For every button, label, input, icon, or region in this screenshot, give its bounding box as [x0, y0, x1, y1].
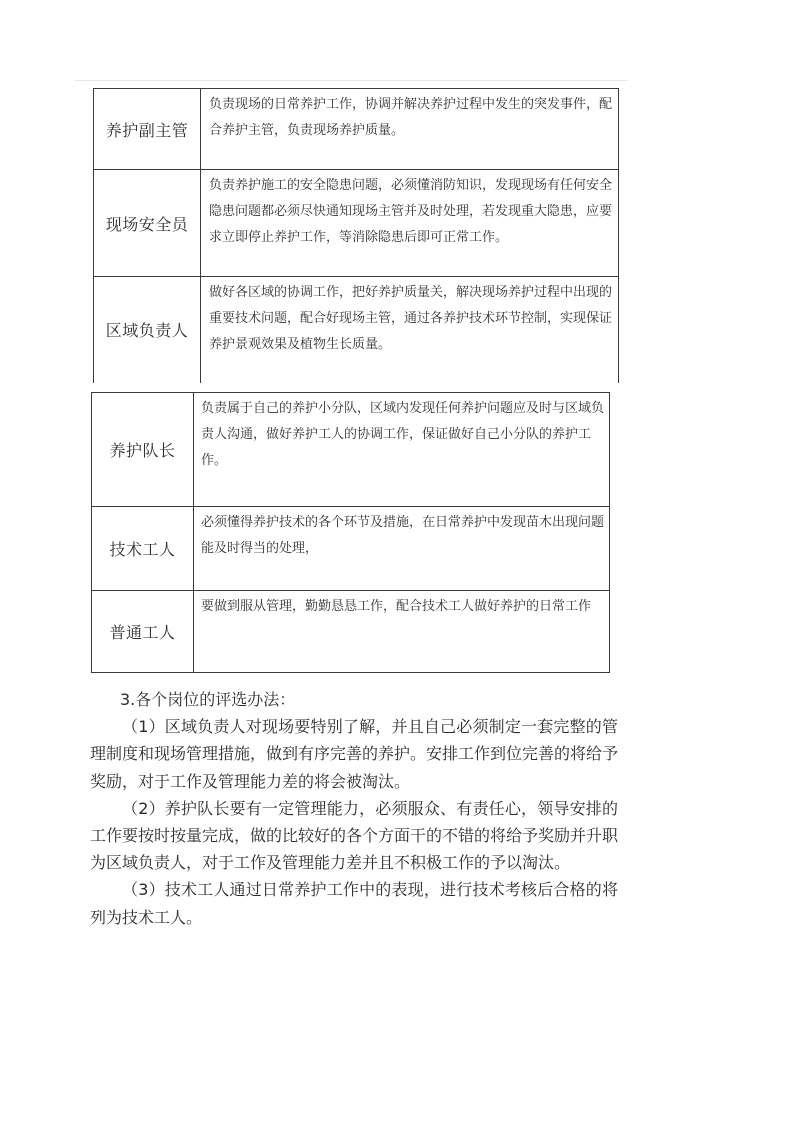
role-cell: 普通工人 — [92, 591, 194, 673]
paragraph: （1）区域负责人对现场要特别了解，并且自己必须制定一套完整的管理制度和现场管理措施，做到有序完善的养护。安排工作到位完善的将给予奖励，对于工作及管理能力差的将会被淘汰。 — [90, 717, 619, 791]
paragraph: （3）技术工人通过日常养护工作中的表现，进行技术考核后合格的将列为技术工人。 — [90, 880, 618, 927]
paragraph: （2）养护队长要有一定管理能力，必须服众、有责任心，领导安排的工作要按时按量完成，做的比较好的各个方面干的不错的将给予奖励并升职为区域负责人，对于工作及管理能力差并且不积极工作的予以淘汰。 — [90, 798, 619, 873]
page-top-rule — [75, 80, 628, 81]
table-row — [92, 507, 610, 591]
role-cell: 技术工人 — [92, 507, 194, 591]
role-cell: 现场安全员 — [94, 170, 201, 277]
roles-table-upper — [93, 88, 619, 383]
table-row — [92, 393, 610, 507]
duty-cell: 必须懂得养护技术的各个环节及措施，在日常养护中发现苗木出现问题能及时得当的处理， — [194, 507, 610, 591]
role-cell: 养护队长 — [92, 393, 194, 507]
role-cell: 区域负责人 — [94, 277, 201, 383]
table-row — [92, 591, 610, 673]
table-row — [94, 89, 619, 170]
duty-cell: 负责现场的日常养护工作，协调并解决养护过程中发生的突发事件，配合养护主管，负责现场养护质量。 — [201, 89, 619, 170]
role-cell: 养护副主管 — [94, 89, 201, 170]
duty-cell: 负责养护施工的安全隐患问题，必须懂消防知识，发现现场有任何安全隐患问题都必须尽快通知现场主管并及时处理，若发现重大隐患，应要求立即停止养护工作，等消除隐患后即可正常工作。 — [201, 170, 619, 277]
duty-cell: 负责属于自己的养护小分队，区域内发现任何养护问题应及时与区域负责人沟通，做好养护工人的协调工作，保证做好自己小分队的养护工作。 — [194, 393, 610, 507]
duty-cell: 要做到服从管理，勤勤恳恳工作，配合技术工人做好养护的日常工作 — [194, 591, 610, 673]
evaluation-section — [90, 686, 618, 931]
roles-table-lower — [91, 392, 610, 673]
section-heading: 3.各个岗位的评选办法： — [120, 690, 296, 709]
table-row — [94, 277, 619, 383]
table-row — [94, 170, 619, 277]
duty-cell: 做好各区域的协调工作，把好养护质量关，解决现场养护过程中出现的重要技术问题，配合好现场主管，通过各养护技术环节控制，实现保证养护景观效果及植物生长质量。 — [201, 277, 619, 383]
